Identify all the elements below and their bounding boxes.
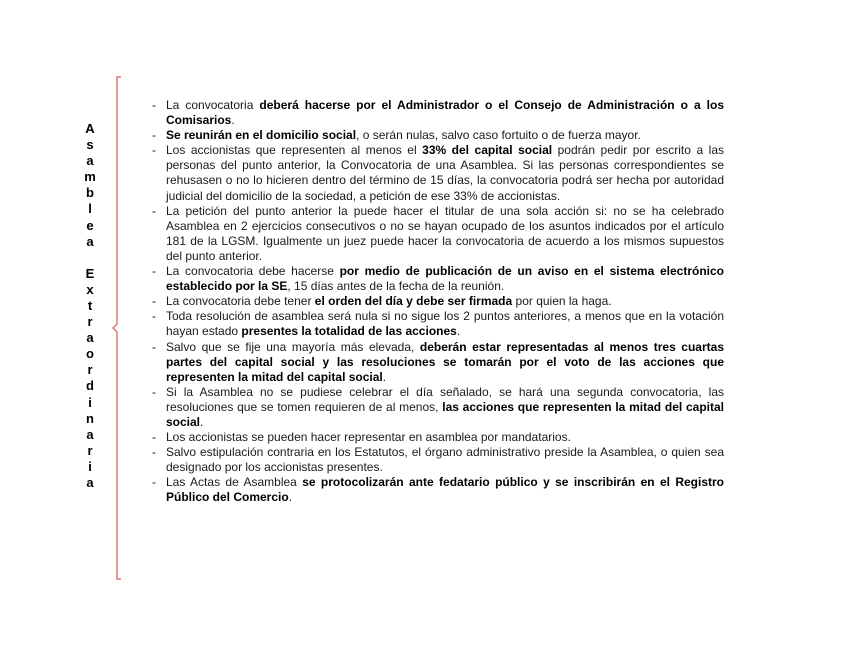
- text-segment: , 15 días antes de la fecha de la reunión.: [287, 279, 505, 294]
- title-letter: n: [86, 410, 94, 426]
- title-letter: x: [86, 281, 94, 297]
- text-segment: .: [382, 369, 387, 384]
- title-letter: r: [87, 442, 93, 458]
- bullet-list-container: [150, 98, 724, 506]
- bullet-item: [150, 128, 724, 143]
- title-letter: r: [87, 362, 93, 378]
- bullet-item: [150, 98, 724, 128]
- bold-text: el orden del día y debe ser firmada: [314, 294, 513, 309]
- text-segment: Toda resolución de asamblea será nula si no sigue los 2 puntos anteriores, a menos que en la votación hayan estado: [166, 309, 724, 339]
- text-segment: Los accionistas que representen al menos el: [166, 143, 423, 158]
- text-segment: La convocatoria: [166, 98, 260, 112]
- title-letter: r: [87, 314, 93, 330]
- bold-text: Se reunirán en el domicilio social: [166, 128, 357, 143]
- text-segment: Las Actas de Asamblea: [166, 475, 303, 490]
- bold-text: 33% del capital social: [422, 143, 553, 158]
- bold-text: por medio de publicación de un aviso en el sistema electrónico establecido por la SE: [166, 264, 725, 294]
- bullet-item: [150, 204, 724, 264]
- bullet-item: [150, 385, 724, 430]
- bold-text: presentes la totalidad de las acciones: [241, 324, 457, 339]
- title-letter: i: [88, 458, 92, 474]
- title-letter: t: [87, 297, 93, 313]
- text-segment: .: [200, 414, 204, 429]
- text-segment: por quien la haga.: [512, 294, 612, 309]
- title-letter: s: [86, 137, 94, 153]
- bullet-item: [150, 143, 724, 203]
- bold-text: las acciones que representen la mitad del capital social: [166, 399, 724, 429]
- text-segment: , o serán nulas, salvo caso fortuito o de fuerza mayor.: [356, 128, 641, 143]
- bullet-item: [150, 430, 724, 445]
- bullet-item: [150, 340, 724, 385]
- text-segment: podrán pedir por escrito a las personas del punto anterior, la Convocatoria de una Asamblea. Si las personas correspondientes se rehusasen o no lo hicieren dentro del término de 15 días, la convocatoria podrá ser hecha por autoridad judicial del domicilio de la sociedad, a petición de ese 33% de accionistas.: [166, 143, 724, 203]
- vertical-title: [80, 121, 100, 491]
- text-segment: .: [456, 324, 461, 339]
- text-segment: .: [231, 113, 235, 128]
- text-segment: La convocatoria debe tener: [166, 294, 315, 309]
- bullet-list: [150, 98, 724, 506]
- title-letter: a: [86, 233, 94, 249]
- title-word-gap: [80, 250, 100, 266]
- text-segment: .: [288, 490, 293, 505]
- title-letter: A: [85, 121, 95, 136]
- text-segment: Salvo estipulación contraria en los Estatutos, el órgano administrativo preside la Asamblea, o quien sea designado por los accionistas presentes.: [166, 445, 724, 475]
- bullet-item: [150, 309, 724, 339]
- bullet-item: [150, 264, 724, 294]
- bullet-item: [150, 294, 724, 309]
- title-letter: d: [86, 378, 94, 394]
- bullet-item: [150, 445, 724, 475]
- title-letter: a: [86, 153, 94, 169]
- text-segment: Si la Asamblea no se pudiese celebrar el día señalado, se hará una segunda convocatoria, las resoluciones que se tomen requieren de al menos,: [166, 384, 724, 414]
- left-brace: [112, 76, 132, 580]
- text-segment: La convocatoria debe hacerse: [166, 264, 340, 279]
- bold-text: deberá hacerse por el Administrador o el Consejo de Administración o a los Comisarios: [166, 98, 724, 128]
- text-segment: Salvo que se fije una mayoría más elevada,: [166, 339, 420, 354]
- bullet-item: [150, 475, 724, 505]
- title-letter: o: [86, 346, 94, 362]
- title-letter: E: [85, 265, 95, 281]
- text-segment: Los accionistas se pueden hacer representar en asamblea por mandatarios.: [166, 430, 571, 445]
- title-letter: m: [84, 169, 96, 185]
- title-letter: a: [86, 426, 94, 442]
- bold-text: deberán estar representadas al menos tres cuartas partes del capital social y las resoluciones se tomarán por el voto de las acciones que representen la mitad del capital social: [166, 339, 724, 384]
- title-letter: i: [88, 394, 92, 410]
- title-letter: l: [88, 201, 92, 217]
- text-segment: La petición del punto anterior la puede hacer el titular de una sola acción si: no se ha celebrado Asamblea en 2 ejercicios consecutivos o no se hayan ocupado de los asuntos indicados por el artículo 181 de la LGSM. Igualmente un juez puede hacer la convocatoria de acuerdo a los mismos supuestos del punto anterior.: [166, 203, 724, 263]
- title-letter: a: [86, 330, 94, 346]
- bold-text: se protocolizarán ante fedatario público y se inscribirán en el Registro Público del Comercio: [166, 475, 724, 505]
- title-letter: a: [86, 474, 94, 490]
- title-letter: b: [86, 185, 94, 201]
- title-letter: e: [86, 217, 94, 233]
